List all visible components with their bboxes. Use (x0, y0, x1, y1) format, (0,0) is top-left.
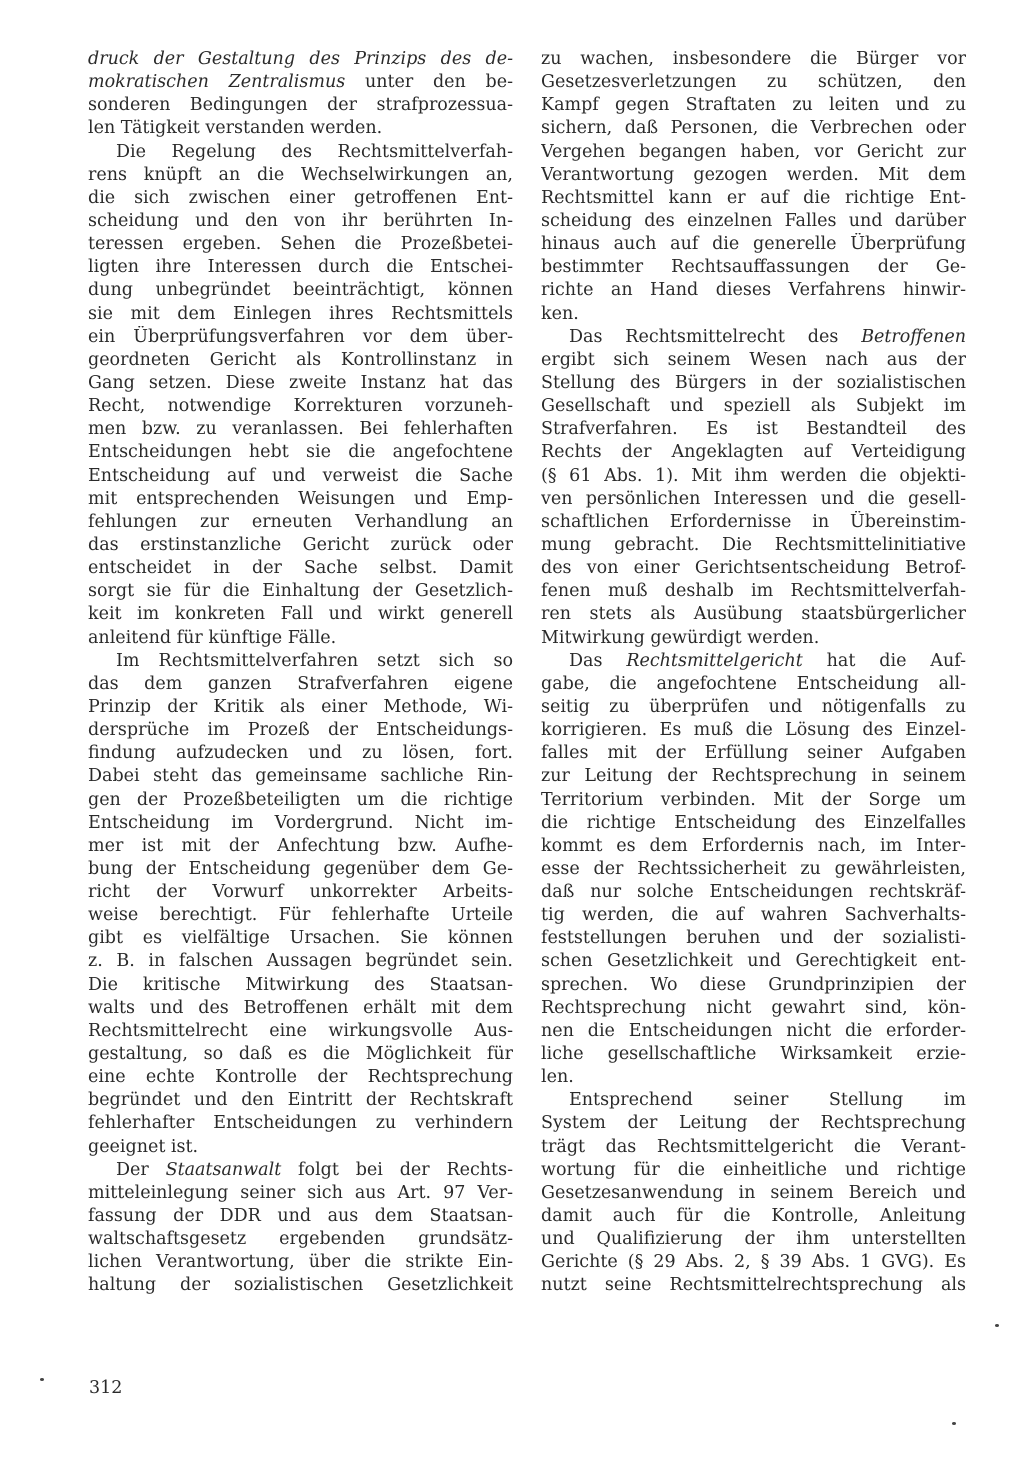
emphasized-text: druck der Gestaltung des Prinzips des de- (88, 49, 513, 69)
text-line (88, 117, 513, 140)
left-text-column (88, 48, 513, 1298)
text-line (88, 1159, 513, 1182)
emphasized-text: Rechtsmittelgericht (626, 650, 803, 671)
text-run: kommt es dem Erfordernis nach, im Inter- (541, 835, 966, 856)
text-line (88, 812, 513, 835)
text-line (541, 603, 966, 626)
text-line (541, 117, 966, 140)
text-line (541, 1182, 966, 1205)
text-line (88, 94, 513, 117)
text-run: fassung der DDR und aus dem Staatsan- (88, 1206, 513, 1227)
text-run: daß nur solche Entscheidungen rechtskräf- (541, 882, 966, 903)
text-run: ligten ihre Interessen durch die Entschei- (88, 257, 513, 278)
text-run: ren stets als Ausübung staatsbürgerlicher (541, 604, 966, 625)
text-line (541, 279, 966, 302)
text-run: weise berechtigt. Für fehlerhafte Urteile (88, 905, 513, 926)
text-line (88, 904, 513, 927)
text-run: schaftlichen Erfordernisse in Übereinstim- (541, 511, 966, 532)
text-line (88, 997, 513, 1020)
text-line (541, 372, 966, 395)
text-run: die richtige Entscheidung des Einzelfalles (541, 812, 966, 833)
text-run: walts und des Betroffenen erhält mit dem (88, 997, 513, 1018)
text-run: liche gesellschaftliche Wirksamkeit erzie- (541, 1044, 966, 1065)
text-run: nen die Entscheidungen nicht die erforder- (541, 1020, 966, 1041)
text-run: Im Rechtsmittelverfahren setzt sich so (116, 650, 513, 671)
text-line (88, 187, 513, 210)
text-line (541, 1112, 966, 1135)
text-run: Das Rechtsmittelrecht des (569, 326, 862, 347)
text-line (541, 441, 966, 464)
text-line (88, 71, 513, 94)
text-line (541, 1066, 966, 1089)
text-run: mung gebracht. Die Rechtsmittelinitiative (541, 534, 966, 555)
text-run: Rechtsprechung nicht gewahrt sind, kön- (541, 997, 966, 1018)
text-line (88, 974, 513, 997)
text-line (541, 673, 966, 696)
text-line (541, 904, 966, 927)
text-line (88, 279, 513, 302)
text-run: unter den be- (345, 72, 513, 93)
text-run: Die Regelung des Rechtsmittelverfah- (116, 141, 513, 162)
text-line (88, 1136, 513, 1159)
text-line (88, 465, 513, 488)
text-run: len. (541, 1067, 574, 1088)
text-line (541, 210, 966, 233)
text-line (541, 71, 966, 94)
text-run: teressen ergeben. Sehen die Prozeßbetei- (88, 234, 513, 255)
print-speck (952, 1422, 956, 1425)
text-line (541, 950, 966, 973)
text-line (88, 650, 513, 673)
text-line (541, 1251, 966, 1274)
text-run: len Tätigkeit verstanden werden. (88, 118, 383, 139)
text-run: Gerichte (§ 29 Abs. 2, § 39 Abs. 1 GVG). Es (541, 1252, 966, 1273)
text-line (88, 1066, 513, 1089)
text-line (541, 580, 966, 603)
text-run: nutzt seine Rechtsmittelrechtsprechung als (541, 1275, 966, 1296)
text-line (541, 349, 966, 372)
text-run: Gesetzesverletzungen zu schützen, den (541, 72, 966, 93)
text-line (88, 418, 513, 441)
text-line (541, 1228, 966, 1251)
text-line (541, 997, 966, 1020)
text-run: Verantwortung gezogen werden. Mit dem (541, 164, 966, 185)
text-run: z. B. in falschen Aussagen begründet sein. (88, 951, 513, 972)
text-line (541, 765, 966, 788)
text-line (88, 48, 513, 71)
text-line (88, 1020, 513, 1043)
text-line (541, 465, 966, 488)
text-line (88, 164, 513, 187)
text-run: lichen Verantwortung, über die strikte Ein- (88, 1252, 513, 1273)
text-run: wortung für die einheitliche und richtige (541, 1159, 966, 1180)
text-run: dersprüche im Prozeß der Entscheidungs- (88, 720, 513, 741)
right-text-column (541, 48, 966, 1298)
text-run: eine echte Kontrolle der Rechtsprechung (88, 1067, 513, 1088)
text-line (88, 441, 513, 464)
text-line (541, 927, 966, 950)
text-run: seitig zu überprüfen und nötigenfalls zu (541, 696, 966, 717)
text-run: mer ist mit der Anfechtung bzw. Aufhe- (88, 835, 513, 856)
text-run: Rechtsmittel kann er auf die richtige Ent- (541, 187, 966, 208)
text-line (88, 557, 513, 580)
text-run: hat die Auf- (802, 650, 966, 671)
text-line (88, 1205, 513, 1228)
text-run: zur Leitung der Rechtsprechung in seinem (541, 766, 966, 787)
text-run: Kampf gegen Straftaten zu leiten und zu (541, 95, 966, 116)
text-line (88, 881, 513, 904)
text-run: mit entsprechenden Weisungen und Emp- (88, 488, 513, 509)
text-run: Der (116, 1159, 166, 1180)
text-line (88, 927, 513, 950)
text-run: des von einer Gerichtsentscheidung Betrof- (541, 558, 966, 579)
text-run: und Qualifizierung der ihm unterstellten (541, 1229, 966, 1250)
text-line (88, 141, 513, 164)
text-run: findung aufzudecken und zu lösen, fort. (88, 743, 513, 764)
text-run: begründet und den Eintritt der Rechtskraft (88, 1090, 513, 1111)
text-run: Entsprechend seiner Stellung im (569, 1090, 966, 1111)
text-run: geeignet ist. (88, 1136, 199, 1157)
emphasized-text: Staatsanwalt (165, 1159, 282, 1180)
text-line (88, 1043, 513, 1066)
text-line (541, 1274, 966, 1297)
text-run: haltung der sozialistischen Gesetzlichkeit (88, 1275, 513, 1296)
text-run: zu wachen, insbesondere die Bürger vor (541, 49, 966, 69)
text-run: Recht, notwendige Korrekturen vorzuneh- (88, 396, 513, 417)
text-line (88, 580, 513, 603)
text-run: Territorium verbinden. Mit der Sorge um (541, 789, 966, 810)
print-speck (995, 1324, 999, 1327)
text-line (88, 1112, 513, 1135)
text-run: ergibt sich seinem Wesen nach aus der (541, 349, 966, 370)
text-line (541, 326, 966, 349)
text-run: fehlungen zur erneuten Verhandlung an (88, 511, 513, 532)
text-run: gabe, die angefochtene Entscheidung all- (541, 673, 966, 694)
text-run: falles mit der Erfüllung seiner Aufgaben (541, 743, 966, 764)
text-line (88, 719, 513, 742)
page-number: 312 (89, 1378, 123, 1398)
text-run: folgt bei der Rechts- (281, 1159, 513, 1180)
text-run: Vergehen begangen haben, vor Gericht zur (541, 141, 966, 162)
text-run: sichern, daß Personen, die Verbrechen oder (541, 118, 966, 139)
text-run: Mitwirkung gewürdigt werden. (541, 627, 820, 648)
text-run: men bzw. zu veranlassen. Bei fehlerhaften (88, 419, 513, 440)
text-line (88, 765, 513, 788)
text-line (541, 94, 966, 117)
text-line (88, 742, 513, 765)
text-line (88, 233, 513, 256)
text-line (541, 835, 966, 858)
text-run: gen der Prozeßbeteiligten um die richtige (88, 789, 513, 810)
text-line (88, 256, 513, 279)
text-run: richt der Vorwurf unkorrekter Arbeits- (88, 882, 513, 903)
text-run: trägt das Rechtsmittelgericht die Verant- (541, 1136, 966, 1157)
text-line (541, 812, 966, 835)
text-run: Die kritische Mitwirkung des Staatsan- (88, 974, 513, 995)
text-line (541, 48, 966, 71)
text-line (541, 1205, 966, 1228)
text-line (541, 789, 966, 812)
text-run: anleitend für künftige Fälle. (88, 627, 337, 648)
text-run: scheidung des einzelnen Falles und darüber (541, 210, 966, 231)
text-line (88, 511, 513, 534)
text-run: ven persönlichen Interessen und die gesell- (541, 488, 966, 509)
text-line (541, 233, 966, 256)
text-line (88, 326, 513, 349)
text-run: Dabei steht das gemeinsame sachliche Rin- (88, 766, 513, 787)
text-run: mitteleinlegung seiner sich aus Art. 97 Ver- (88, 1182, 513, 1203)
text-run: schen Gesetzlichkeit und Gerechtigkeit ent- (541, 951, 966, 972)
text-line (541, 395, 966, 418)
text-line (541, 974, 966, 997)
text-run: scheidung und den von ihr berührten In- (88, 210, 513, 231)
text-line (541, 650, 966, 673)
text-line (88, 534, 513, 557)
text-run: Gesetzesanwendung in seinem Bereich und (541, 1182, 966, 1203)
text-line (88, 673, 513, 696)
text-run: hinaus auch auf die generelle Überprüfung (541, 234, 966, 255)
text-line (88, 1182, 513, 1205)
text-line (541, 1043, 966, 1066)
text-line (541, 696, 966, 719)
text-line (88, 372, 513, 395)
text-line (88, 1228, 513, 1251)
text-run: die sich zwischen einer getroffenen Ent- (88, 187, 513, 208)
text-line (541, 1020, 966, 1043)
text-run: esse der Rechtssicherheit zu gewährleisten, (541, 858, 966, 879)
text-line (541, 858, 966, 881)
text-line (541, 534, 966, 557)
text-line (541, 418, 966, 441)
text-run: feststellungen beruhen und der sozialisti- (541, 928, 966, 949)
text-run: bestimmter Rechtsauffassungen der Ge- (541, 257, 966, 278)
text-line (88, 627, 513, 650)
text-run: damit auch für die Kontrolle, Anleitung (541, 1206, 966, 1227)
emphasized-text: Betroffenen (861, 326, 966, 347)
text-line (541, 164, 966, 187)
text-run: fenen muß deshalb im Rechtsmittelverfah- (541, 581, 966, 602)
text-run: Entscheidung im Vordergrund. Nicht im- (88, 812, 513, 833)
text-run: ein Überprüfungsverfahren vor dem über- (88, 326, 513, 347)
text-line (88, 395, 513, 418)
emphasized-text: mokratischen Zentralismus (88, 72, 346, 93)
text-run: Gang setzen. Diese zweite Instanz hat das (88, 372, 513, 393)
text-run: Prinzip der Kritik als einer Methode, Wi- (88, 696, 513, 717)
text-line (541, 1159, 966, 1182)
text-line (88, 1251, 513, 1274)
text-run: Stellung des Bürgers in der sozialistischen (541, 372, 966, 393)
text-run: sorgt sie für die Einhaltung der Gesetzlich- (88, 581, 513, 602)
text-run: bung der Entscheidung gegenüber dem Ge- (88, 858, 513, 879)
text-line (541, 141, 966, 164)
text-run: rens knüpft an die Wechselwirkungen an, (88, 164, 513, 185)
text-run: Rechtsmittelrecht eine wirkungsvolle Aus- (88, 1020, 513, 1041)
text-run: gibt es vielfältige Ursachen. Sie können (88, 928, 513, 949)
text-run: Das (569, 650, 627, 671)
text-line (88, 696, 513, 719)
text-line (88, 210, 513, 233)
text-run: keit im konkreten Fall und wirkt generell (88, 604, 513, 625)
text-run: sie mit dem Einlegen ihres Rechtsmittels (88, 303, 513, 324)
text-run: das dem ganzen Strafverfahren eigene (88, 673, 513, 694)
text-line (541, 1136, 966, 1159)
text-run: sprechen. Wo diese Grundprinzipien der (541, 974, 966, 995)
text-line (541, 627, 966, 650)
text-run: gestaltung, so daß es die Möglichkeit für (88, 1044, 513, 1065)
text-line (88, 603, 513, 626)
text-line (88, 349, 513, 372)
text-run: richte an Hand dieses Verfahrens hinwir- (541, 280, 966, 301)
text-run: tig werden, die auf wahren Sachverhalts- (541, 905, 966, 926)
text-run: das erstinstanzliche Gericht zurück oder (88, 534, 513, 555)
text-line (541, 488, 966, 511)
text-line (541, 742, 966, 765)
text-run: System der Leitung der Rechtsprechung (541, 1113, 966, 1134)
text-line (541, 719, 966, 742)
text-line (88, 950, 513, 973)
text-run: geordneten Gericht als Kontrollinstanz in (88, 349, 513, 370)
text-run: sonderen Bedingungen der strafprozessua- (88, 95, 513, 116)
text-line (88, 789, 513, 812)
text-run: korrigieren. Es muß die Lösung des Einzel- (541, 720, 966, 741)
text-run: Strafverfahren. Es ist Bestandteil des (541, 419, 966, 440)
text-run: Entscheidung auf und verweist die Sache (88, 465, 513, 486)
text-run: dung unbegründet beeinträchtigt, können (88, 280, 513, 301)
text-run: Gesellschaft und speziell als Subjekt im (541, 396, 966, 417)
text-line (88, 1274, 513, 1297)
text-line (541, 511, 966, 534)
text-line (88, 303, 513, 326)
text-line (541, 1089, 966, 1112)
text-line (541, 303, 966, 326)
text-run: Entscheidungen hebt sie die angefochtene (88, 442, 513, 463)
text-run: (§ 61 Abs. 1). Mit ihm werden die objekti- (541, 465, 966, 486)
text-run: waltschaftsgesetz ergebenden grundsätz- (88, 1229, 513, 1250)
text-line (88, 835, 513, 858)
text-line (541, 187, 966, 210)
text-line (88, 858, 513, 881)
text-run: entscheidet in der Sache selbst. Damit (88, 558, 513, 579)
text-line (541, 881, 966, 904)
text-run: Rechts der Angeklagten auf Verteidigung (541, 442, 966, 463)
print-speck (40, 1378, 44, 1381)
text-line (88, 1089, 513, 1112)
text-line (541, 557, 966, 580)
text-run: ken. (541, 303, 579, 324)
text-run: fehlerhafter Entscheidungen zu verhindern (88, 1113, 513, 1134)
text-line (541, 256, 966, 279)
text-line (88, 488, 513, 511)
